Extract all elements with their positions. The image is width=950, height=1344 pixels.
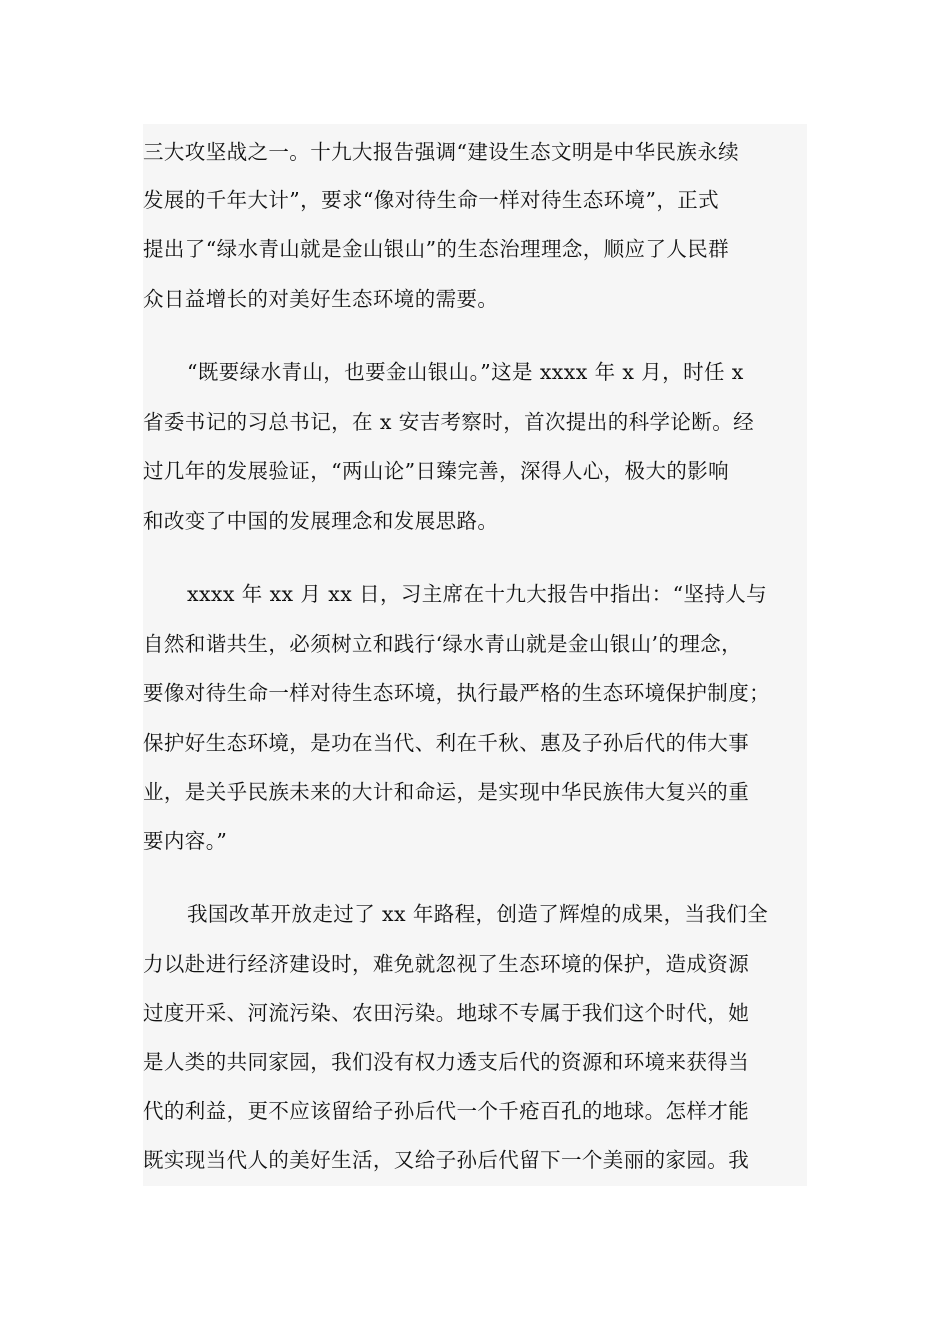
text-line: 省委书记的习总书记，在 x 安吉考察时，首次提出的科学论断。经: [143, 410, 754, 434]
text-line: 要像对待生命一样对待生态环境，执行最严格的生态环境保护制度；: [143, 681, 770, 705]
text-line: 保护好生态环境，是功在当代、利在千秋、惠及子孙后代的伟大事: [143, 731, 750, 755]
document-body: [143, 124, 807, 1186]
text-line: xxxx 年 xx 月 xx 日，习主席在十九大报告中指出：“坚持人与: [187, 582, 768, 606]
text-line: 我国改革开放走过了 xx 年路程，创造了辉煌的成果，当我们全: [187, 902, 769, 926]
text-line: 三大攻坚战之一。十九大报告强调“建设生态文明是中华民族永续: [143, 140, 740, 164]
text-line: “既要绿水青山，也要金山银山。”这是 xxxx 年 x 月，时任 x: [187, 360, 744, 384]
text-line: 过度开采、河流污染、农田污染。地球不专属于我们这个时代，她: [143, 1001, 750, 1025]
text-line: 业，是关乎民族未来的大计和命运，是实现中华民族伟大复兴的重: [143, 780, 750, 804]
text-line: 发展的千年大计”，要求“像对待生命一样对待生态环境”，正式: [143, 188, 720, 212]
text-line: 和改变了中国的发展理念和发展思路。: [143, 509, 499, 533]
text-line: 过几年的发展验证，“两山论”日臻完善，深得人心，极大的影响: [143, 459, 730, 483]
text-line: 既实现当代人的美好生活，又给子孙后代留下一个美丽的家园。我: [143, 1148, 750, 1172]
text-line: 力以赴进行经济建设时，难免就忽视了生态环境的保护，造成资源: [143, 952, 750, 976]
text-line: 是人类的共同家园，我们没有权力透支后代的资源和环境来获得当: [143, 1050, 750, 1074]
text-line: 要内容。”: [143, 829, 228, 853]
text-line: 自然和谐共生，必须树立和践行‘绿水青山就是金山银山’的理念，: [143, 632, 743, 656]
text-line: 众日益增长的对美好生态环境的需要。: [143, 287, 499, 311]
text-line: 提出了“绿水青山就是金山银山”的生态治理理念，顺应了人民群: [143, 237, 730, 261]
text-line: 代的利益，更不应该留给子孙后代一个千疮百孔的地球。怎样才能: [143, 1099, 750, 1123]
